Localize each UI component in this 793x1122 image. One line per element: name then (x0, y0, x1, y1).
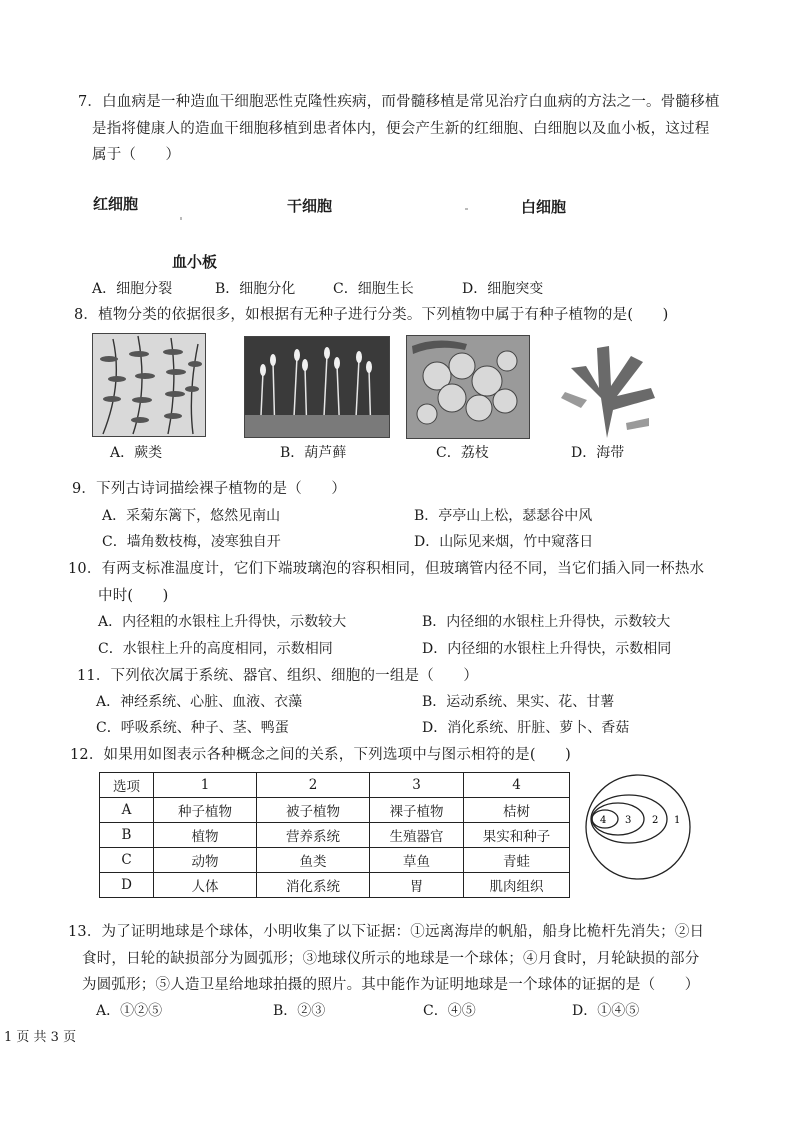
q7-option-d: D．细胞突变 (462, 281, 544, 297)
table-header-cell: 4 (464, 773, 570, 798)
table-header-cell: 2 (257, 773, 370, 798)
table-cell: 鱼类 (257, 848, 370, 873)
table-row (100, 823, 570, 848)
moss-image (244, 336, 390, 438)
diagram-platelet: 血小板 (172, 253, 218, 271)
table-cell: 桔树 (464, 798, 570, 823)
table-header-cell: 3 (370, 773, 464, 798)
q9-option-b: B．亭亭山上松，瑟瑟谷中风 (414, 508, 593, 524)
page-footer: 1 页 共 3 页 (4, 1030, 77, 1045)
q9-option-a: A．采菊东篱下，悠然见南山 (102, 508, 281, 524)
q13-option-c: C．④⑤ (423, 1003, 476, 1019)
q13-option-d: D．①④⑤ (572, 1003, 640, 1019)
table-cell: 动物 (154, 848, 257, 873)
table-cell: 青蛙 (464, 848, 570, 873)
q10-line2: 中时( ) (98, 588, 169, 604)
table-cell: A (100, 798, 154, 823)
q13-line2: 食时，日轮的缺损部分为圆弧形；③地球仪所示的地球是一个球体；④月食时，月轮缺损的部分 (82, 951, 700, 967)
diagram-red-cell: 红细胞 (93, 195, 139, 213)
table-cell: 人体 (154, 873, 257, 898)
q7-line2: 是指将健康人的造血干细胞移植到患者体内，便会产生新的红细胞、白细胞以及血小板，这过程 (92, 121, 710, 137)
table-header-cell: 1 (154, 773, 257, 798)
q8-option-a: A．蕨类 (110, 445, 163, 461)
circle-label-2: 2 (652, 815, 659, 826)
q8-stem: 8．植物分类的依据很多，如根据有无种子进行分类。下列植物中属于有种子植物的是( ) (74, 307, 669, 323)
q7-option-b: B．细胞分化 (215, 281, 296, 297)
q7-option-a: A．细胞分裂 (92, 281, 173, 297)
circle-1 (586, 775, 690, 879)
circle-label-3: 3 (625, 815, 632, 826)
table-row (100, 848, 570, 873)
circle-label-1: 1 (674, 815, 681, 826)
q10-option-a: A．内径粗的水银柱上升得快，示数较大 (98, 614, 347, 630)
table-cell: D (100, 873, 154, 898)
fern-image (92, 333, 206, 437)
q8-option-d: D．海带 (571, 445, 625, 461)
table-cell: 肌肉组织 (464, 873, 570, 898)
table-cell: C (100, 848, 154, 873)
table-cell: 果实和种子 (464, 823, 570, 848)
q13-line1: 13．为了证明地球是个球体，小明收集了以下证据：①远离海岸的帆船，船身比桅杆先消失；②日 (68, 924, 705, 940)
table-row (100, 798, 570, 823)
q13-option-b: B．②③ (273, 1003, 326, 1019)
q7-line1: 7．白血病是一种造血干细胞恶性克隆性疾病，而骨髓移植是常见治疗白血病的方法之一。骨髓移植 (78, 94, 720, 110)
q10-line1: 10．有两支标准温度计，它们下端玻璃泡的容积相同，但玻璃管内径不同，当它们插入同一杯热水 (68, 561, 705, 577)
table-cell: 草鱼 (370, 848, 464, 873)
table-row (100, 873, 570, 898)
lychee-image (406, 335, 530, 439)
table-header-cell: 选项 (100, 773, 154, 798)
table-cell: 营养系统 (257, 823, 370, 848)
q11-option-b: B．运动系统、果实、花、甘薯 (422, 694, 615, 710)
q11-stem: 11．下列依次属于系统、器官、组织、细胞的一组是（ ） (77, 668, 479, 684)
q10-option-b: B．内径细的水银柱上升得快，示数较大 (422, 614, 671, 630)
kelp-image (551, 338, 663, 438)
q13-option-a: A．①②⑤ (96, 1003, 163, 1019)
q9-option-c: C．墙角数枝梅，凌寒独自开 (102, 534, 281, 550)
table-cell: 被子植物 (257, 798, 370, 823)
q9-option-d: D．山际见来烟，竹中窥落日 (414, 534, 594, 550)
q12-stem: 12．如果用如图表示各种概念之间的关系，下列选项中与图示相符的是( ) (70, 747, 571, 763)
q11-option-d: D．消化系统、肝脏、萝卜、香菇 (422, 720, 630, 736)
table-header-row (100, 773, 570, 798)
circle-label-4: 4 (600, 815, 607, 826)
q13-line3: 为圆弧形；⑤人造卫星给地球拍摄的照片。其中能作为证明地球是一个球体的证据的是（ ） (82, 977, 700, 993)
q12-table (99, 772, 570, 898)
q8-option-c: C．荔枝 (436, 445, 489, 461)
q7-line3: 属于（ ） (92, 147, 181, 163)
concept-circles-diagram (583, 767, 693, 887)
table-cell: B (100, 823, 154, 848)
q11-option-c: C．呼吸系统、种子、茎、鸭蛋 (96, 720, 289, 736)
diagram-stem-cell: 干细胞 (287, 197, 333, 215)
q11-option-a: A．神经系统、心脏、血液、衣藻 (96, 694, 303, 710)
q10-option-d: D．内径细的水银柱上升得快，示数相同 (422, 641, 672, 657)
table-cell: 消化系统 (257, 873, 370, 898)
table-cell: 胃 (370, 873, 464, 898)
table-cell: 植物 (154, 823, 257, 848)
table-cell: 裸子植物 (370, 798, 464, 823)
q9-stem: 9．下列古诗词描绘裸子植物的是（ ） (72, 481, 347, 497)
table-cell: 种子植物 (154, 798, 257, 823)
table-cell: 生殖器官 (370, 823, 464, 848)
q8-option-b: B．葫芦藓 (280, 445, 347, 461)
q10-option-c: C．水银柱上升的高度相同，示数相同 (98, 641, 333, 657)
diagram-white-cell: 白细胞 (521, 198, 567, 216)
q7-option-c: C．细胞生长 (333, 281, 414, 297)
